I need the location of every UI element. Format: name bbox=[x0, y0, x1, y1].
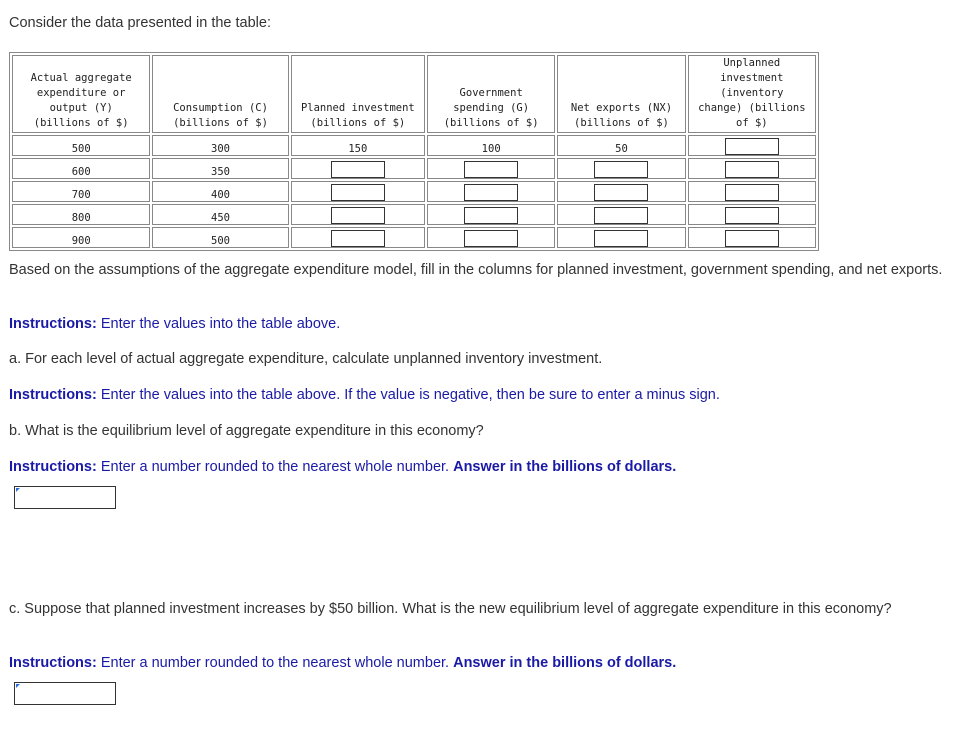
cell-unplanned-investment bbox=[688, 135, 816, 156]
net-exports-input[interactable] bbox=[594, 230, 648, 247]
cell-unplanned-investment bbox=[688, 227, 816, 248]
header-text: of $) bbox=[736, 117, 768, 129]
header-planned-investment bbox=[291, 55, 425, 133]
cell-government-spending: 100 bbox=[427, 135, 555, 156]
header-text: (billions of $) bbox=[33, 117, 129, 129]
header-text: change) (billions bbox=[698, 102, 806, 114]
question-a: a. For each level of actual aggregate expenditure, calculate unplanned inventory investment. bbox=[9, 351, 603, 367]
cell-consumption: 450 bbox=[152, 204, 288, 225]
cell-government-spending bbox=[427, 204, 555, 225]
instructions-label: Instructions: bbox=[9, 655, 97, 671]
instructions-emphasis: Answer in the billions of dollars. bbox=[453, 459, 677, 475]
cell-government-spending bbox=[427, 227, 555, 248]
unplanned-investment-input[interactable] bbox=[725, 230, 779, 247]
instructions-text: Enter a number rounded to the nearest whole number. bbox=[96, 459, 454, 475]
header-text: output (Y) bbox=[49, 102, 113, 114]
government-spending-input[interactable] bbox=[464, 230, 518, 247]
instructions-label: Instructions: bbox=[9, 387, 97, 403]
cell-net-exports bbox=[557, 181, 685, 202]
header-text: Consumption (C) bbox=[173, 102, 268, 114]
cell-planned-investment bbox=[291, 227, 425, 248]
header-actual-expenditure bbox=[12, 55, 150, 133]
table-row bbox=[12, 227, 816, 248]
header-text: investment bbox=[720, 72, 784, 84]
cell-unplanned-investment bbox=[688, 204, 816, 225]
cell-consumption: 350 bbox=[152, 158, 288, 179]
cell-output: 900 bbox=[12, 227, 150, 248]
net-exports-input[interactable] bbox=[594, 184, 648, 201]
header-text: (billions of $) bbox=[443, 117, 539, 129]
cell-net-exports bbox=[557, 158, 685, 179]
planned-investment-input[interactable] bbox=[331, 161, 385, 178]
government-spending-input[interactable] bbox=[464, 161, 518, 178]
unplanned-investment-input[interactable] bbox=[725, 207, 779, 224]
header-text: Planned investment bbox=[300, 102, 415, 114]
assumptions-paragraph: Based on the assumptions of the aggregate expenditure model, fill in the columns for planned investment, government spending, and net exports. bbox=[9, 262, 943, 278]
net-exports-input[interactable] bbox=[594, 161, 648, 178]
instructions-text: Enter the values into the table above. bbox=[96, 316, 341, 332]
header-text: (billions of $) bbox=[173, 117, 268, 129]
header-text: (billions of $) bbox=[310, 117, 406, 129]
instructions-text: Enter a number rounded to the nearest whole number. bbox=[96, 655, 454, 671]
header-text: Government bbox=[459, 87, 523, 99]
table-row bbox=[12, 204, 816, 225]
cell-consumption: 300 bbox=[152, 135, 288, 156]
cell-unplanned-investment bbox=[688, 158, 816, 179]
header-text: (billions of $) bbox=[574, 117, 669, 129]
cell-output: 800 bbox=[12, 204, 150, 225]
intro-text: Consider the data presented in the table: bbox=[9, 15, 271, 31]
unplanned-investment-input[interactable] bbox=[725, 138, 779, 155]
header-net-exports bbox=[557, 55, 685, 133]
cell-planned-investment: 150 bbox=[291, 135, 425, 156]
instructions-1 bbox=[9, 315, 340, 333]
cell-net-exports bbox=[557, 204, 685, 225]
header-text: expenditure or bbox=[36, 87, 126, 99]
cell-output: 500 bbox=[12, 135, 150, 156]
cell-government-spending bbox=[427, 158, 555, 179]
net-exports-input[interactable] bbox=[594, 207, 648, 224]
equilibrium-answer-input[interactable] bbox=[14, 486, 116, 509]
cell-consumption: 500 bbox=[152, 227, 288, 248]
government-spending-input[interactable] bbox=[464, 184, 518, 201]
unplanned-investment-input[interactable] bbox=[725, 161, 779, 178]
header-consumption bbox=[152, 55, 288, 133]
input-flag-icon bbox=[16, 684, 20, 688]
header-text: spending (G) bbox=[453, 102, 530, 114]
cell-planned-investment bbox=[291, 181, 425, 202]
question-b: b. What is the equilibrium level of aggregate expenditure in this economy? bbox=[9, 423, 484, 439]
instructions-4 bbox=[9, 654, 676, 672]
cell-output: 600 bbox=[12, 158, 150, 179]
header-text: (inventory bbox=[720, 87, 784, 99]
header-government-spending bbox=[427, 55, 555, 133]
instructions-label: Instructions: bbox=[9, 459, 97, 475]
cell-planned-investment bbox=[291, 158, 425, 179]
cell-net-exports bbox=[557, 227, 685, 248]
table-header-row bbox=[12, 55, 816, 133]
cell-net-exports: 50 bbox=[557, 135, 685, 156]
question-c: c. Suppose that planned investment increases by $50 billion. What is the new equilibrium level of aggregate expenditure in this economy? bbox=[9, 601, 892, 617]
table-row bbox=[12, 181, 816, 202]
cell-consumption: 400 bbox=[152, 181, 288, 202]
planned-investment-input[interactable] bbox=[331, 184, 385, 201]
unplanned-investment-input[interactable] bbox=[725, 184, 779, 201]
cell-planned-investment bbox=[291, 204, 425, 225]
instructions-label: Instructions: bbox=[9, 316, 97, 332]
instructions-text: Enter the values into the table above. If the value is negative, then be sure to enter a minus sign. bbox=[96, 387, 720, 403]
input-flag-icon bbox=[16, 488, 20, 492]
header-unplanned-investment bbox=[688, 55, 816, 133]
aggregate-expenditure-table bbox=[9, 52, 819, 251]
new-equilibrium-answer-input[interactable] bbox=[14, 682, 116, 705]
header-text: Actual aggregate bbox=[30, 72, 132, 84]
planned-investment-input[interactable] bbox=[331, 207, 385, 224]
instructions-3 bbox=[9, 458, 676, 476]
planned-investment-input[interactable] bbox=[331, 230, 385, 247]
header-text: Net exports (NX) bbox=[570, 102, 673, 114]
instructions-emphasis: Answer in the billions of dollars. bbox=[453, 655, 677, 671]
instructions-2 bbox=[9, 386, 720, 404]
government-spending-input[interactable] bbox=[464, 207, 518, 224]
header-text: Unplanned bbox=[723, 57, 781, 69]
cell-unplanned-investment bbox=[688, 181, 816, 202]
table-row bbox=[12, 158, 816, 179]
cell-government-spending bbox=[427, 181, 555, 202]
cell-output: 700 bbox=[12, 181, 150, 202]
table-row bbox=[12, 135, 816, 156]
